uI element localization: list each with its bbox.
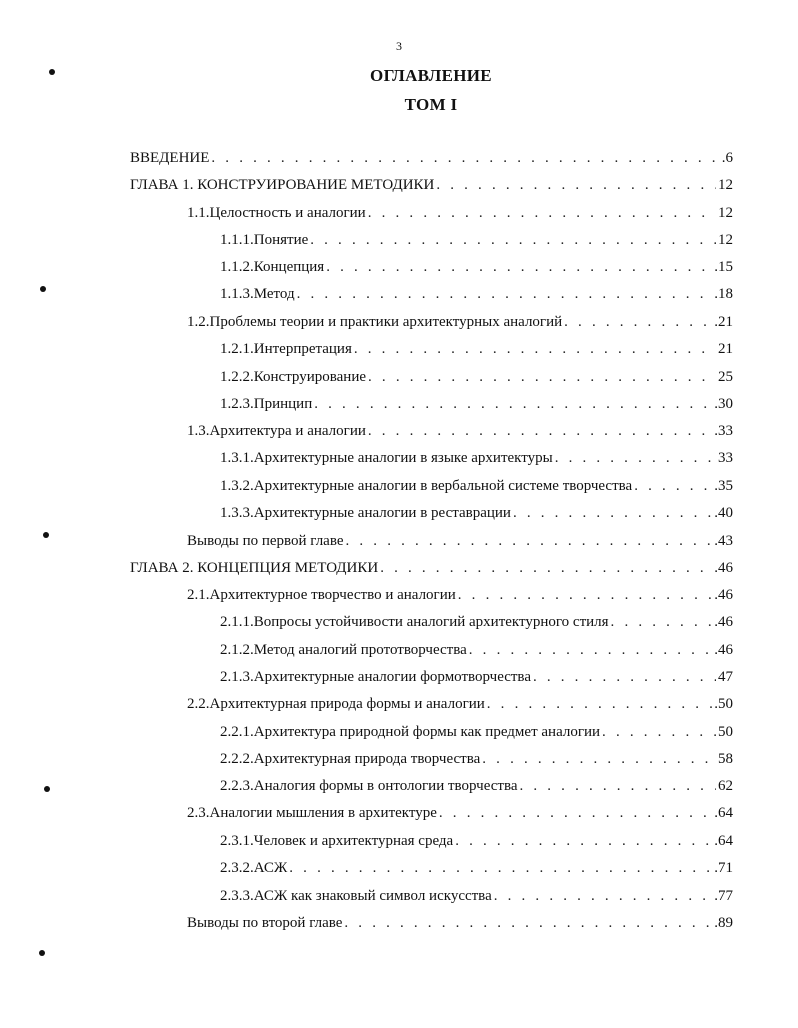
toc-entry-page: .18 (714, 286, 733, 302)
dot-leader (455, 831, 712, 851)
dot-leader (326, 257, 712, 277)
toc-entry (187, 913, 733, 933)
toc-entry (220, 831, 733, 851)
toc-entry-number: 2.2.2. (220, 751, 254, 767)
toc-entry (220, 612, 733, 632)
toc-entry-number: 1.2.2. (220, 369, 254, 385)
toc-entry-label: Архитектурные аналогии в реставрации (253, 505, 511, 521)
toc-entry (220, 503, 733, 523)
toc-entry-label: Архитектура и аналогии (209, 423, 366, 439)
toc-entry-page: .46 (714, 614, 733, 630)
toc-entry-label: АСЖ как знаковый символ искусства (253, 888, 492, 904)
toc-entry (220, 858, 733, 878)
toc-entry-label: Понятие (253, 232, 309, 248)
toc-entry-number: 1.1.3. (220, 286, 254, 302)
toc-entry-label: Метод аналогий прототворчества (253, 642, 467, 658)
toc-entry (187, 585, 733, 605)
toc-entry-label: Проблемы теории и практики архитектурных аналогий (209, 314, 563, 330)
toc-entry-page: 58 (718, 751, 733, 767)
toc-entry-page: .50 (714, 696, 733, 712)
toc-entry-page: 62 (718, 778, 733, 794)
toc-entry (220, 284, 733, 304)
toc-entry-page: .35 (714, 478, 733, 494)
toc-entry-label: Архитектурные аналогии в языке архитектуры (253, 450, 553, 466)
toc-entry-number: 1.3.2. (220, 478, 254, 494)
toc-entry-number: 1.2.1. (220, 341, 254, 357)
toc-entry (130, 558, 733, 578)
dot-leader (368, 421, 712, 441)
toc-entry (220, 448, 733, 468)
toc-entry-page: .33 (714, 423, 733, 439)
toc-entry-number: 1.1. (187, 205, 210, 221)
dot-leader (289, 858, 712, 878)
toc-entry-page: .46 (714, 587, 733, 603)
toc-entry-label: Принцип (253, 396, 313, 412)
dot-leader (482, 749, 716, 769)
toc-entry-page: 12 (718, 232, 733, 248)
toc-entry-page: .46 (714, 560, 733, 576)
dot-leader (211, 148, 719, 168)
toc-entry-label: Аналогия формы в онтологии творчества (253, 778, 518, 794)
dot-leader (344, 913, 712, 933)
toc-list (0, 148, 798, 948)
toc-entry-page: 12 (718, 205, 733, 221)
toc-entry-page: .43 (714, 533, 733, 549)
toc-entry-number: 2.1. (187, 587, 210, 603)
toc-entry-number: 2.2. (187, 696, 210, 712)
toc-entry-label: Конструирование (253, 369, 367, 385)
toc-entry-label: Архитектурное творчество и аналогии (209, 587, 456, 603)
toc-entry-label: ВВЕДЕНИЕ (130, 150, 210, 166)
toc-entry-number: 1.1.2. (220, 259, 254, 275)
toc-entry-label: Человек и архитектурная среда (253, 833, 454, 849)
toc-entry-page: .77 (714, 888, 733, 904)
toc-entry-number: 1.3.1. (220, 450, 254, 466)
toc-subtitle: ТОМ I (404, 95, 458, 114)
dot-leader (346, 531, 713, 551)
toc-entry (187, 312, 733, 332)
toc-entry-label: Концепция (253, 259, 325, 275)
dot-leader (297, 284, 713, 304)
toc-entry-label: Вопросы устойчивости аналогий архитектурного стиля (253, 614, 609, 630)
toc-entry-label: Целостность и аналогии (209, 205, 366, 221)
toc-entry-number: 2.1.3. (220, 669, 254, 685)
toc-entry (187, 803, 733, 823)
punch-hole (43, 532, 49, 538)
dot-leader (634, 476, 712, 496)
dot-leader (314, 394, 712, 414)
dot-leader (513, 503, 712, 523)
punch-hole (44, 786, 50, 792)
dot-leader (519, 776, 716, 796)
toc-entry-number: 2.3.2. (220, 860, 254, 876)
toc-entry-number: 2.3.3. (220, 888, 254, 904)
dot-leader (368, 203, 716, 223)
toc-entry (187, 421, 733, 441)
toc-entry (220, 257, 733, 277)
punch-hole (40, 286, 46, 292)
toc-entry (130, 148, 733, 168)
punch-hole (49, 69, 55, 75)
dot-leader (611, 612, 713, 632)
toc-entry (187, 531, 733, 551)
toc-entry-label: Архитектура природной формы как предмет аналогии (253, 724, 601, 740)
toc-entry-page: .6 (721, 150, 733, 166)
toc-entry-page: 50 (718, 724, 733, 740)
dot-leader (439, 803, 712, 823)
toc-entry-label: Интерпретация (253, 341, 352, 357)
toc-entry-label: АСЖ (253, 860, 288, 876)
toc-entry-number: 1.3. (187, 423, 210, 439)
toc-entry (220, 667, 733, 687)
toc-entry-page: .71 (714, 860, 733, 876)
toc-entry-label: ГЛАВА 1. КОНСТРУИРОВАНИЕ МЕТОДИКИ (130, 177, 435, 193)
toc-entry (220, 776, 733, 796)
toc-entry-page: .46 (714, 642, 733, 658)
dot-leader (436, 175, 716, 195)
toc-entry-page: 47 (718, 669, 733, 685)
toc-entry (220, 886, 733, 906)
toc-entry (220, 722, 733, 742)
toc-entry (187, 203, 733, 223)
toc-entry-number: 1.2.3. (220, 396, 254, 412)
toc-entry-number: 2.3. (187, 805, 210, 821)
toc-entry-page: 21 (718, 341, 733, 357)
toc-entry (220, 749, 733, 769)
toc-entry-page: .21 (714, 314, 733, 330)
toc-title: ОГЛАВЛЕНИЕ (370, 66, 492, 85)
toc-entry-label: Метод (253, 286, 295, 302)
toc-entry-label: ГЛАВА 2. КОНЦЕПЦИЯ МЕТОДИКИ (130, 560, 379, 576)
toc-entry-number: 1.3.3. (220, 505, 254, 521)
punch-hole (39, 950, 45, 956)
toc-entry-number: 2.2.3. (220, 778, 254, 794)
toc-entry-page: .30 (714, 396, 733, 412)
toc-entry-page: 25 (718, 369, 733, 385)
toc-entry-number: 2.1.2. (220, 642, 254, 658)
dot-leader (533, 667, 716, 687)
toc-entry (220, 394, 733, 414)
toc-entry-number: 2.3.1. (220, 833, 254, 849)
toc-entry-label: Архитектурная природа творчества (253, 751, 481, 767)
toc-entry-page: .89 (714, 915, 733, 931)
toc-entry (220, 367, 733, 387)
toc-entry-page: .40 (714, 505, 733, 521)
toc-entry-number: 2.2.1. (220, 724, 254, 740)
dot-leader (354, 339, 716, 359)
toc-entry (220, 640, 733, 660)
toc-entry-page: 12 (718, 177, 733, 193)
dot-leader (368, 367, 716, 387)
toc-entry (220, 230, 733, 250)
toc-entry (220, 339, 733, 359)
dot-leader (469, 640, 712, 660)
toc-entry-page: .64 (714, 805, 733, 821)
toc-entry (220, 476, 733, 496)
toc-entry-label: Архитектурные аналогии в вербальной системе творчества (253, 478, 633, 494)
dot-leader (602, 722, 716, 742)
toc-entry-page: .64 (714, 833, 733, 849)
toc-entry-label: Архитектурная природа формы и аналогии (209, 696, 485, 712)
dot-leader (564, 312, 712, 332)
toc-entry-label: Выводы по первой главе (187, 533, 344, 549)
page-number: 3 (396, 39, 402, 53)
toc-entry-number: 2.1.1. (220, 614, 254, 630)
toc-entry-label: Архитектурные аналогии формотворчества (253, 669, 531, 685)
dot-leader (458, 585, 712, 605)
toc-entry-number: 1.1.1. (220, 232, 254, 248)
toc-entry (130, 175, 733, 195)
dot-leader (555, 448, 716, 468)
toc-entry (187, 694, 733, 714)
toc-entry-label: Выводы по второй главе (187, 915, 343, 931)
toc-entry-label: Аналогии мышления в архитектуре (209, 805, 437, 821)
dot-leader (310, 230, 716, 250)
dot-leader (487, 694, 712, 714)
toc-entry-number: 1.2. (187, 314, 210, 330)
dot-leader (494, 886, 713, 906)
toc-entry-page: .15 (714, 259, 733, 275)
toc-entry-page: 33 (718, 450, 733, 466)
dot-leader (380, 558, 712, 578)
